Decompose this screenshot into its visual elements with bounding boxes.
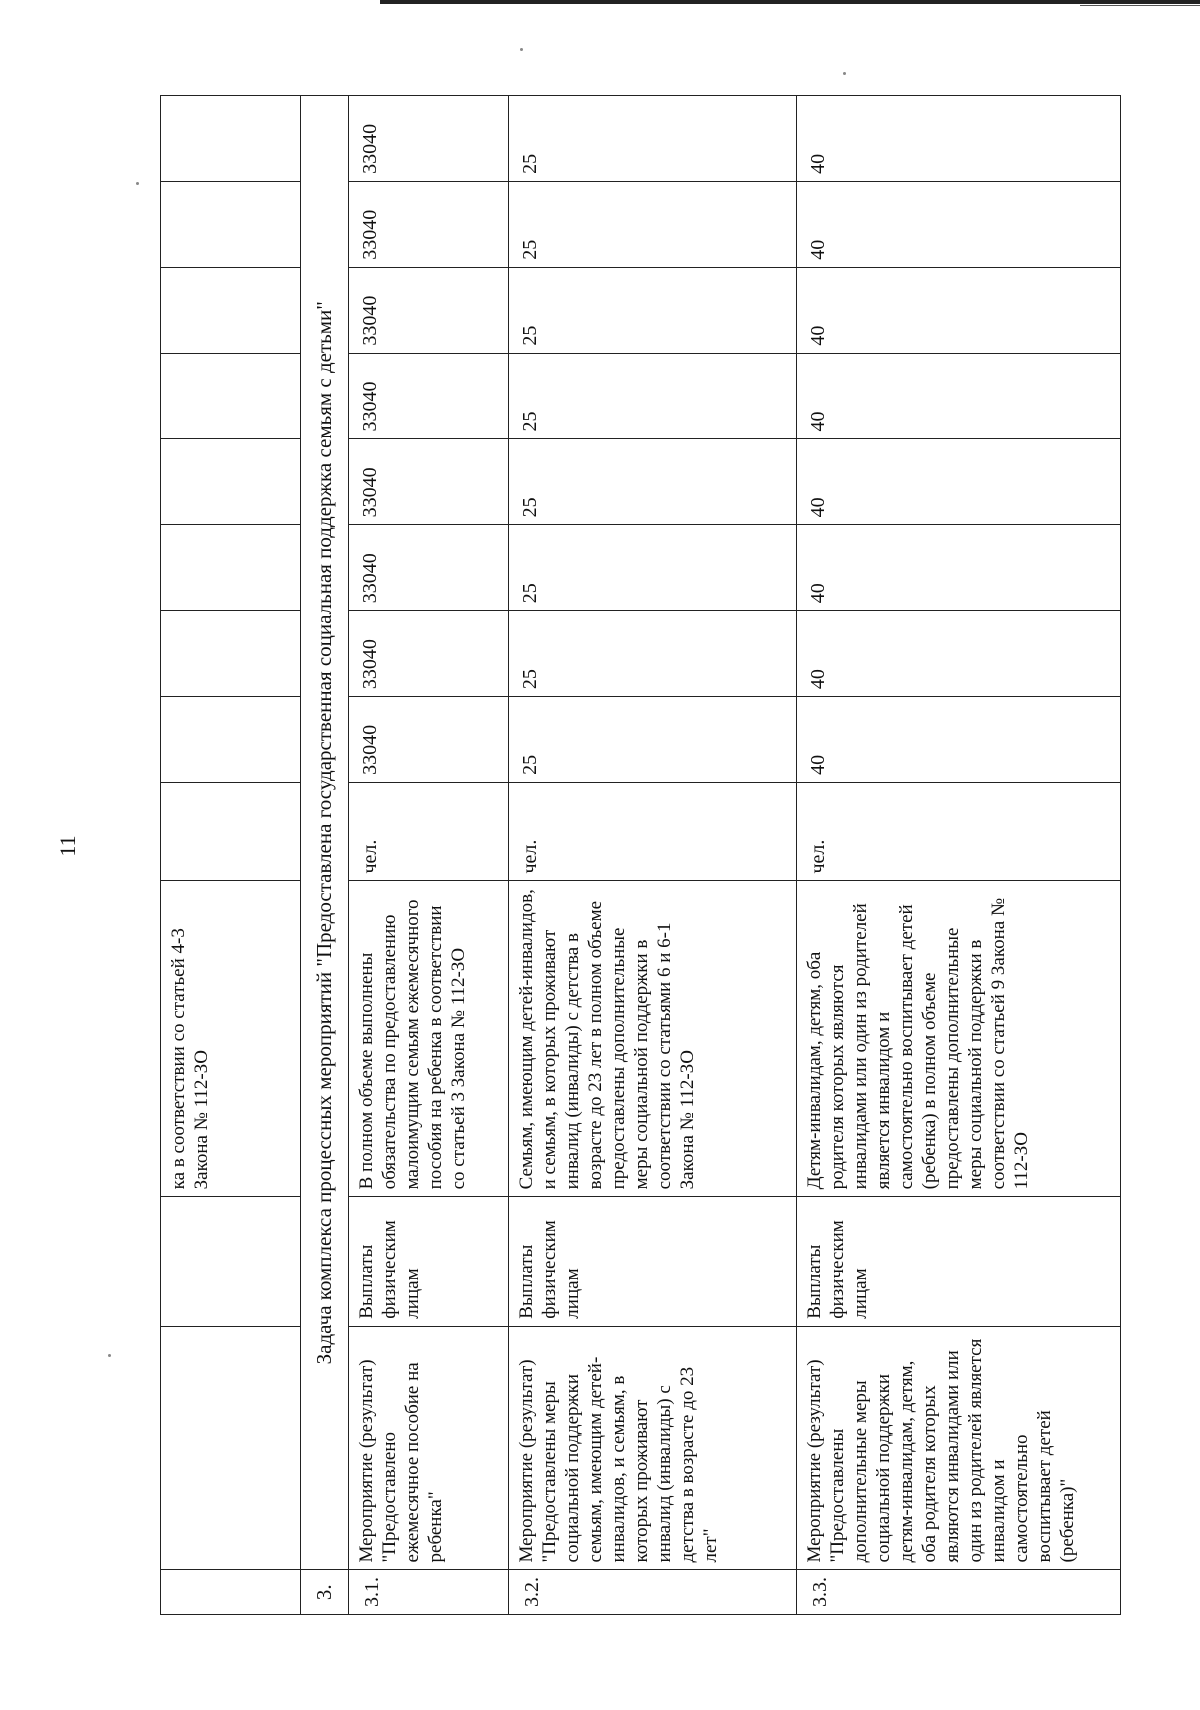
cell-empty xyxy=(161,1326,301,1570)
row-value: 25 xyxy=(509,181,797,267)
row-value: 33040 xyxy=(349,96,509,182)
top-border-line xyxy=(380,0,1200,4)
row-value: 40 xyxy=(797,439,1121,525)
indicators-table xyxy=(160,95,1121,1615)
row-value: 40 xyxy=(797,267,1121,353)
row-value: 25 xyxy=(509,439,797,525)
cell-empty xyxy=(161,181,301,267)
row-name: Мероприятие (результат) "Предоставлены дополнительные меры социальной поддержки детям-инвалидам, детям, оба родителя которых являются инвалидами или один из родителей является инвалидом и самостоятельно воспитывает детей (ребенка)" xyxy=(797,1326,1121,1570)
row-type: Выплаты физическим лицам xyxy=(509,1197,797,1326)
row-description: Семьям, имеющим детей-инвалидов, и семьям, в которых проживают инвалид (инвалиды) с детства в возрасте до 23 лет в полном объеме предоставлены дополнительные меры социальной поддержки в соответствии со статьями 6 и 6-1 Закона № 112-ЗО xyxy=(509,881,797,1197)
row-value: 25 xyxy=(509,697,797,783)
row-value: 25 xyxy=(509,353,797,439)
row-value: 25 xyxy=(509,96,797,182)
scan-speck xyxy=(136,182,139,185)
scan-speck xyxy=(108,1354,111,1357)
row-value: 33040 xyxy=(349,525,509,611)
row-number: 3.2. xyxy=(509,1570,797,1615)
row-unit: чел. xyxy=(509,782,797,881)
table-row xyxy=(349,96,509,1615)
cell-empty xyxy=(161,439,301,525)
row-number: 3.3. xyxy=(797,1570,1121,1615)
continuation-description: ка в соответствии со статьей 4-3 Закона № 112-ЗО xyxy=(161,881,301,1197)
cell-empty xyxy=(161,1197,301,1326)
cell-empty xyxy=(161,1570,301,1615)
row-type: Выплаты физическим лицам xyxy=(349,1197,509,1326)
row-value: 33040 xyxy=(349,267,509,353)
continuation-row xyxy=(161,96,301,1615)
scan-speck xyxy=(520,48,523,51)
table-row xyxy=(509,96,797,1615)
row-type: Выплаты физическим лицам xyxy=(797,1197,1121,1326)
row-value: 40 xyxy=(797,697,1121,783)
top-border-line-thin xyxy=(1080,5,1200,6)
row-unit: чел. xyxy=(797,782,1121,881)
row-name: Мероприятие (результат) "Предоставлены меры социальной поддержки семьям, имеющим детей-инвалидов, и семьям, в которых проживают инвалид (инвалиды) с детства в возрасте до 23 лет" xyxy=(509,1326,797,1570)
row-value: 40 xyxy=(797,96,1121,182)
row-value: 33040 xyxy=(349,353,509,439)
row-value: 40 xyxy=(797,525,1121,611)
cell-empty xyxy=(161,96,301,182)
cell-empty xyxy=(161,353,301,439)
row-value: 33040 xyxy=(349,439,509,525)
page-number: 11 xyxy=(55,835,80,857)
row-value: 40 xyxy=(797,181,1121,267)
cell-empty xyxy=(161,611,301,697)
row-value: 33040 xyxy=(349,611,509,697)
row-unit: чел. xyxy=(349,782,509,881)
cell-empty xyxy=(161,525,301,611)
table-row xyxy=(797,96,1121,1615)
row-name: Мероприятие (результат) "Предоставлено ежемесячное пособие на ребенка" xyxy=(349,1326,509,1570)
task-row xyxy=(301,96,349,1615)
scan-speck xyxy=(843,72,846,75)
row-description: Детям-инвалидам, детям, оба родителя которых являются инвалидами или один из родителей является инвалидом и самостоятельно воспитывает детей (ребенка) в полном объеме предоставлены дополнительные меры социальной поддержки в соответствии со статьей 9 Закона № 112-ЗО xyxy=(797,881,1121,1197)
task-title: Задача комплекса процессных мероприятий "Предоставлена государственная социальная поддержка семьям с детьми" xyxy=(301,96,349,1570)
row-value: 33040 xyxy=(349,181,509,267)
row-description: В полном объеме выполнены обязательства по предоставлению малоимущим семьям ежемесячного пособия на ребенка в соответствии со статьей 3 Закона № 112-ЗО xyxy=(349,881,509,1197)
cell-empty xyxy=(161,782,301,881)
row-value: 40 xyxy=(797,611,1121,697)
row-value: 25 xyxy=(509,611,797,697)
row-value: 25 xyxy=(509,267,797,353)
cell-empty xyxy=(161,267,301,353)
row-value: 25 xyxy=(509,525,797,611)
cell-empty xyxy=(161,697,301,783)
row-value: 33040 xyxy=(349,697,509,783)
rotated-table-sheet xyxy=(160,95,1120,1615)
task-number: 3. xyxy=(301,1570,349,1615)
row-value: 40 xyxy=(797,353,1121,439)
row-number: 3.1. xyxy=(349,1570,509,1615)
